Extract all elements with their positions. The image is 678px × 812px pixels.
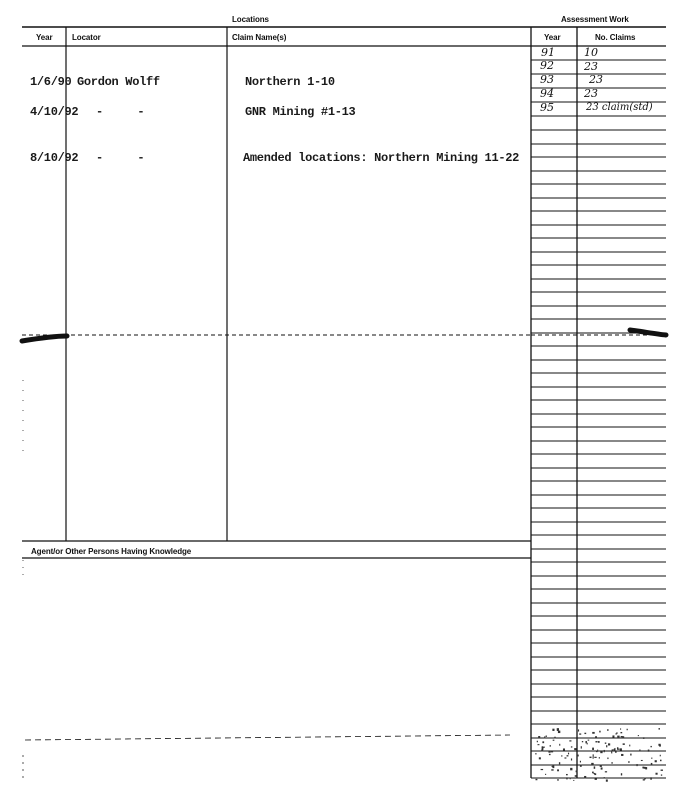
scan-speckle <box>650 777 652 779</box>
scan-speckle <box>571 758 572 760</box>
assessment-work-heading: Assessment Work <box>561 15 629 24</box>
scan-speckle <box>627 729 628 730</box>
scan-speckle <box>643 779 645 780</box>
scan-speckle <box>658 728 659 729</box>
scan-speckle <box>566 777 567 779</box>
scan-speckle <box>543 746 544 747</box>
scan-speckle <box>611 751 612 753</box>
scan-speckle <box>544 736 545 738</box>
scan-speckle <box>643 737 645 739</box>
scan-speckle <box>549 754 551 755</box>
location-year: 1/6/90 <box>30 75 72 89</box>
location-year: 8/10/92 <box>30 151 79 165</box>
scan-speckle <box>569 740 571 741</box>
scan-speckle <box>566 774 568 775</box>
scan-speckle <box>655 773 657 775</box>
scan-speckle <box>616 733 617 734</box>
scan-speckle <box>660 755 661 757</box>
scan-speckle <box>596 751 598 752</box>
scan-speckle <box>585 741 586 743</box>
scan-speckle <box>558 731 560 733</box>
scan-speckle <box>607 729 608 731</box>
scan-speckle <box>601 767 603 769</box>
scan-speckle <box>581 746 582 748</box>
scan-speckle <box>660 760 662 762</box>
scan-speckle <box>559 744 560 746</box>
scan-speckle <box>552 729 554 731</box>
scan-speckle <box>604 777 605 779</box>
scan-speckle <box>588 740 590 741</box>
location-claim-name: Amended locations: Northern Mining 11-22 <box>243 151 520 165</box>
scan-speckle <box>538 744 540 745</box>
scan-speckle <box>651 758 652 759</box>
scan-speckle <box>595 741 597 742</box>
year-column-header: Year <box>36 33 53 42</box>
scan-speckle <box>546 735 547 736</box>
scan-speckle <box>557 779 559 780</box>
scan-speckle <box>554 737 555 739</box>
aw-claims: 23 <box>584 60 598 73</box>
scan-speckle <box>541 769 543 770</box>
scan-speckle <box>661 774 662 775</box>
scan-speckle <box>612 735 614 737</box>
scan-speckle <box>595 736 597 737</box>
scan-speckle <box>599 757 600 758</box>
scan-speckle <box>623 743 625 745</box>
aw-claims: 23 claim(std) <box>586 102 653 113</box>
scan-speckle <box>644 767 646 769</box>
scan-speckle <box>607 757 608 759</box>
scan-speckle <box>545 774 546 775</box>
scan-speckle <box>644 778 646 780</box>
scan-speckle <box>584 776 586 778</box>
scan-speckle <box>552 766 554 768</box>
scan-speckle <box>598 741 600 743</box>
scan-speckle <box>629 745 630 747</box>
scan-speckle <box>557 769 559 771</box>
scan-speckle <box>620 748 622 750</box>
scan-speckle <box>605 743 607 744</box>
scan-speckle <box>580 761 581 763</box>
scan-speckle <box>578 729 579 731</box>
scan-speckle <box>621 754 623 756</box>
location-locator: - - <box>96 151 145 165</box>
scan-speckle <box>621 773 622 775</box>
scan-speckle <box>606 745 607 747</box>
scan-speckle <box>614 748 615 749</box>
scan-speckle <box>550 745 551 747</box>
scan-speckle <box>582 741 583 742</box>
scan-speckle <box>575 775 577 777</box>
scan-speckle <box>538 736 540 738</box>
location-locator: - - <box>96 105 145 119</box>
scan-speckle <box>593 757 594 759</box>
aw-claims: 23 <box>589 73 603 86</box>
scan-speckle <box>584 733 586 734</box>
locations-heading: Locations <box>232 15 269 24</box>
scan-speckle <box>542 741 544 743</box>
scan-speckle <box>542 746 544 748</box>
scan-speckle <box>551 751 553 752</box>
scan-speckle <box>535 753 537 754</box>
scan-speckle <box>537 741 538 742</box>
scan-speckle <box>592 732 594 734</box>
scan-speckle <box>561 755 562 756</box>
scan-speckle <box>617 736 619 738</box>
scan-speckle <box>617 749 619 750</box>
scan-speckle <box>564 757 566 758</box>
scan-speckle <box>592 772 594 774</box>
scan-speckle <box>638 735 639 736</box>
locator-column-header: Locator <box>72 33 101 42</box>
scan-speckle <box>563 748 565 750</box>
scan-speckle <box>593 773 595 774</box>
scan-speckle <box>539 757 541 759</box>
scan-speckle <box>567 755 569 756</box>
scan-speckle <box>605 771 607 772</box>
scan-speckle <box>606 779 608 781</box>
scan-speckle <box>559 762 560 764</box>
aw-year: 94 <box>540 87 554 100</box>
scan-speckle <box>578 755 579 757</box>
scan-speckle <box>571 746 572 747</box>
location-claim-name: Northern 1-10 <box>245 75 335 89</box>
scan-speckle <box>608 743 610 745</box>
scan-speckle <box>591 764 593 765</box>
aw-year: 95 <box>540 101 554 114</box>
scan-speckle <box>595 778 597 780</box>
aw-claims: 10 <box>584 46 598 59</box>
aw-claims: 23 <box>584 87 598 100</box>
scan-speckle <box>620 732 622 733</box>
location-locator: Gordon Wolff <box>77 75 160 89</box>
scan-speckle <box>648 750 650 752</box>
scan-speckle <box>580 765 582 767</box>
scan-speckle <box>579 733 581 734</box>
scan-speckle <box>620 728 621 729</box>
scan-speckle <box>553 740 555 741</box>
scan-speckle <box>568 753 569 755</box>
claim-names-column-header: Claim Name(s) <box>232 33 287 42</box>
aw-year: 92 <box>540 59 554 72</box>
scan-speckle <box>573 780 574 781</box>
location-claim-name: GNR Mining #1-13 <box>245 105 356 119</box>
scan-speckle <box>592 748 594 750</box>
scan-speckle <box>636 764 637 766</box>
no-claims-column-header: No. Claims <box>595 33 636 42</box>
aw-year: 93 <box>540 73 554 86</box>
scan-speckle <box>548 752 550 753</box>
scan-speckle <box>615 750 617 752</box>
scan-speckle <box>650 746 651 747</box>
scan-speckle <box>600 751 602 753</box>
scan-speckle <box>621 736 623 737</box>
location-year: 4/10/92 <box>30 105 79 119</box>
scan-speckle <box>574 748 576 750</box>
scan-speckle <box>594 766 596 768</box>
scan-speckle <box>651 763 653 765</box>
scan-speckle <box>593 754 594 756</box>
scan-speckle <box>604 750 605 752</box>
scan-speckle <box>639 749 640 750</box>
scan-speckle <box>594 757 596 758</box>
aw-year: 91 <box>541 46 555 59</box>
scan-speckle <box>570 778 571 780</box>
scan-speckle <box>600 765 602 767</box>
scan-speckle <box>590 757 592 758</box>
scan-speckle <box>611 762 613 763</box>
scan-speckle <box>551 769 553 770</box>
scan-speckle <box>655 760 657 762</box>
scan-speckle <box>641 760 643 761</box>
scan-speckle <box>557 728 559 730</box>
scan-speckle <box>541 749 543 751</box>
scan-speckle <box>599 731 600 733</box>
scan-speckle <box>658 744 660 746</box>
scan-speckle <box>628 761 629 763</box>
aw-year-column-header: Year <box>544 33 561 42</box>
scan-speckle <box>630 754 631 756</box>
agent-heading: Agent/or Other Persons Having Knowledge <box>31 547 192 556</box>
scan-speckle <box>570 768 572 770</box>
scan-speckle <box>535 779 537 780</box>
scan-speckle <box>661 770 663 771</box>
scan-speckle <box>576 770 578 772</box>
